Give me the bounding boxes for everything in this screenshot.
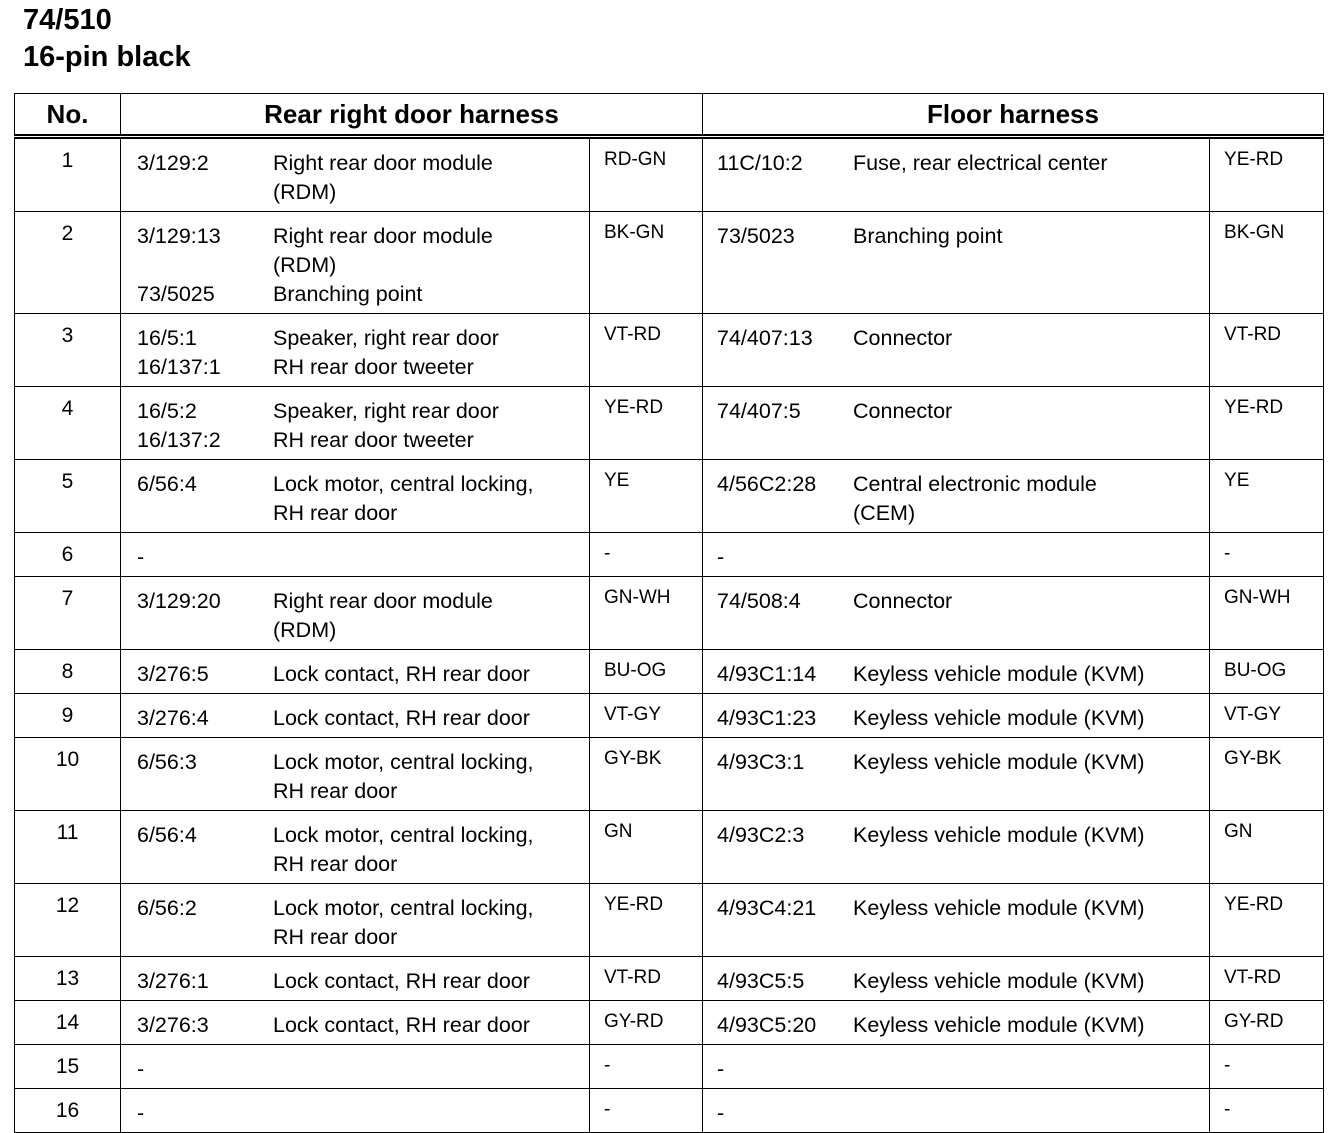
door-harness-entries: [121, 212, 590, 314]
wire-color: GY-BK: [590, 738, 703, 811]
harness-entry: [703, 1011, 1209, 1040]
harness-entry: [121, 1011, 589, 1040]
floor-harness-entries: [703, 957, 1210, 1001]
harness-entry: [121, 660, 589, 689]
pin-number: 16: [15, 1089, 121, 1133]
terminal-code: 3/129:20: [137, 589, 221, 613]
table-row: [15, 314, 1324, 387]
table-row: [15, 533, 1324, 577]
pin-number: 5: [15, 460, 121, 533]
wire-color: GN-WH: [1210, 577, 1324, 650]
pin-number: 6: [15, 533, 121, 577]
component-description: [853, 543, 1209, 572]
table-row: [15, 460, 1324, 533]
wire-color: YE-RD: [1210, 137, 1324, 212]
terminal-code: 6/56:4: [137, 823, 197, 847]
terminal-code: 16/5:2: [137, 399, 197, 423]
door-harness-entries: [121, 137, 590, 212]
door-harness-entries: [121, 460, 590, 533]
floor-harness-entries: [703, 460, 1210, 533]
floor-harness-entries: [703, 1001, 1210, 1045]
table-row: [15, 1001, 1324, 1045]
component-description: Fuse, rear electrical center: [853, 151, 1108, 175]
component-description: Lock contact, RH rear door: [273, 1013, 530, 1037]
component-description: [273, 1055, 589, 1084]
wire-color: YE-RD: [590, 884, 703, 957]
wire-color: BK-GN: [590, 212, 703, 314]
wire-color: VT-RD: [590, 957, 703, 1001]
harness-entry: [121, 894, 589, 952]
wire-color: GN: [590, 811, 703, 884]
door-harness-entries: [121, 694, 590, 738]
component-description: Keyless vehicle module (KVM): [853, 823, 1145, 847]
floor-harness-entries: [703, 650, 1210, 694]
terminal-code: 3/276:4: [137, 706, 209, 730]
floor-harness-entries: [703, 811, 1210, 884]
harness-entry: [121, 821, 589, 879]
component-description: [273, 1099, 589, 1128]
terminal-code: 4/93C5:20: [717, 1013, 817, 1037]
wire-color: YE-RD: [1210, 884, 1324, 957]
component-description: Right rear door module (RDM): [273, 151, 493, 204]
terminal-code: -: [717, 545, 725, 569]
terminal-code: -: [717, 1057, 725, 1081]
harness-entry: [121, 222, 589, 280]
door-harness-entries: [121, 314, 590, 387]
terminal-code: 4/93C1:23: [717, 706, 817, 730]
terminal-code: 4/93C3:1: [717, 750, 805, 774]
terminal-code: -: [137, 1101, 145, 1125]
component-description: Keyless vehicle module (KVM): [853, 662, 1145, 686]
component-description: Lock contact, RH rear door: [273, 969, 530, 993]
floor-harness-entries: [703, 533, 1210, 577]
floor-harness-entries: [703, 694, 1210, 738]
harness-entry: [703, 397, 1209, 426]
pin-number: 13: [15, 957, 121, 1001]
wire-color: VT-GY: [1210, 694, 1324, 738]
terminal-code: 6/56:2: [137, 896, 197, 920]
component-description: Lock contact, RH rear door: [273, 662, 530, 686]
table-row: [15, 957, 1324, 1001]
harness-entry: [121, 967, 589, 996]
harness-entry: [121, 748, 589, 806]
harness-entry: [121, 704, 589, 733]
pin-number: 7: [15, 577, 121, 650]
terminal-code: -: [717, 1101, 725, 1125]
door-harness-entries: [121, 738, 590, 811]
table-row: [15, 650, 1324, 694]
component-description: Keyless vehicle module (KVM): [853, 750, 1145, 774]
harness-entry: [121, 543, 589, 572]
component-description: Branching point: [853, 224, 1003, 248]
terminal-code: 11C/10:2: [717, 151, 803, 175]
pin-number: 11: [15, 811, 121, 884]
table-row: [15, 811, 1324, 884]
terminal-code: 6/56:4: [137, 472, 197, 496]
component-description: Right rear door module (RDM): [273, 589, 493, 642]
component-description: Keyless vehicle module (KVM): [853, 706, 1145, 730]
component-description: Branching point: [273, 282, 423, 306]
harness-entry: [121, 149, 589, 207]
pin-number: 14: [15, 1001, 121, 1045]
harness-entry: [703, 894, 1209, 923]
wire-color: VT-RD: [1210, 314, 1324, 387]
table-row: [15, 694, 1324, 738]
connector-id: 74/510: [23, 4, 112, 36]
terminal-code: -: [137, 1057, 145, 1081]
door-harness-entries: [121, 387, 590, 460]
component-description: Connector: [853, 326, 953, 350]
component-description: RH rear door tweeter: [273, 428, 474, 452]
title-block: [23, 2, 191, 76]
floor-harness-entries: [703, 137, 1210, 212]
harness-entry: [121, 470, 589, 528]
component-description: RH rear door tweeter: [273, 355, 474, 379]
wire-color: VT-GY: [590, 694, 703, 738]
wire-color: GN-WH: [590, 577, 703, 650]
component-description: Lock motor, central locking, RH rear door: [273, 750, 534, 803]
door-harness-entries: [121, 1001, 590, 1045]
component-description: Lock contact, RH rear door: [273, 706, 530, 730]
wire-color: VT-RD: [590, 314, 703, 387]
harness-entry: [703, 967, 1209, 996]
table-row: [15, 387, 1324, 460]
terminal-code: 4/93C1:14: [717, 662, 817, 686]
harness-entry: [121, 1055, 589, 1084]
component-description: Central electronic module (CEM): [853, 472, 1097, 525]
harness-entry: [703, 149, 1209, 178]
terminal-code: 3/129:2: [137, 151, 209, 175]
component-description: Speaker, right rear door: [273, 326, 499, 350]
harness-entry: [121, 280, 589, 309]
door-harness-entries: [121, 884, 590, 957]
wire-color: BU-OG: [1210, 650, 1324, 694]
wire-color: GY-RD: [1210, 1001, 1324, 1045]
terminal-code: 3/276:5: [137, 662, 209, 686]
floor-harness-entries: [703, 577, 1210, 650]
pin-number: 1: [15, 137, 121, 212]
floor-harness-entries: [703, 884, 1210, 957]
terminal-code: 4/93C2:3: [717, 823, 805, 847]
harness-entry: [121, 587, 589, 645]
pin-number: 3: [15, 314, 121, 387]
component-description: Keyless vehicle module (KVM): [853, 969, 1145, 993]
table-row: [15, 577, 1324, 650]
wire-color: VT-RD: [1210, 957, 1324, 1001]
door-harness-entries: [121, 811, 590, 884]
table-header-row: [15, 94, 1324, 137]
component-description: Lock motor, central locking, RH rear door: [273, 896, 534, 949]
table-row: [15, 1089, 1324, 1133]
wire-color: GY-RD: [590, 1001, 703, 1045]
wire-color: GN: [1210, 811, 1324, 884]
component-description: Right rear door module (RDM): [273, 224, 493, 277]
floor-harness-entries: [703, 314, 1210, 387]
wire-color: BU-OG: [590, 650, 703, 694]
harness-entry: [121, 426, 589, 455]
header-no: No.: [15, 94, 121, 137]
table-row: [15, 738, 1324, 811]
wire-color: -: [1210, 1045, 1324, 1089]
component-description: Lock motor, central locking, RH rear door: [273, 472, 534, 525]
terminal-code: 3/276:3: [137, 1013, 209, 1037]
component-description: [853, 1055, 1209, 1084]
wire-color: GY-BK: [1210, 738, 1324, 811]
harness-entry: [703, 704, 1209, 733]
door-harness-entries: [121, 577, 590, 650]
component-description: Connector: [853, 399, 953, 423]
terminal-code: 73/5023: [717, 224, 795, 248]
harness-entry: [703, 587, 1209, 616]
pin-number: 15: [15, 1045, 121, 1089]
harness-entry: [703, 748, 1209, 777]
terminal-code: -: [137, 545, 145, 569]
terminal-code: 74/407:5: [717, 399, 801, 423]
wire-color: -: [590, 533, 703, 577]
wire-color: YE-RD: [1210, 387, 1324, 460]
pin-number: 4: [15, 387, 121, 460]
terminal-code: 4/93C5:5: [717, 969, 805, 993]
harness-entry: [703, 1099, 1209, 1128]
pin-number: 2: [15, 212, 121, 314]
terminal-code: 16/137:1: [137, 355, 221, 379]
door-harness-entries: [121, 650, 590, 694]
component-description: Keyless vehicle module (KVM): [853, 896, 1145, 920]
connector-description: 16-pin black: [23, 41, 191, 73]
terminal-code: 73/5025: [137, 282, 215, 306]
floor-harness-entries: [703, 738, 1210, 811]
harness-entry: [121, 353, 589, 382]
harness-entry: [703, 470, 1209, 528]
floor-harness-entries: [703, 1045, 1210, 1089]
pin-rows: [15, 137, 1324, 1133]
wire-color: RD-GN: [590, 137, 703, 212]
pin-number: 9: [15, 694, 121, 738]
harness-entry: [703, 222, 1209, 251]
floor-harness-entries: [703, 1089, 1210, 1133]
pin-number: 12: [15, 884, 121, 957]
door-harness-entries: [121, 957, 590, 1001]
terminal-code: 6/56:3: [137, 750, 197, 774]
pin-number: 8: [15, 650, 121, 694]
terminal-code: 3/129:13: [137, 224, 221, 248]
component-description: Lock motor, central locking, RH rear door: [273, 823, 534, 876]
pin-number: 10: [15, 738, 121, 811]
terminal-code: 4/56C2:28: [717, 472, 817, 496]
wire-color: -: [590, 1089, 703, 1133]
harness-entry: [121, 1099, 589, 1128]
table-row: [15, 212, 1324, 314]
wire-color: YE: [1210, 460, 1324, 533]
terminal-code: 16/5:1: [137, 326, 197, 350]
component-description: Keyless vehicle module (KVM): [853, 1013, 1145, 1037]
floor-harness-entries: [703, 212, 1210, 314]
door-harness-entries: [121, 1045, 590, 1089]
header-floor-harness: Floor harness: [703, 94, 1324, 137]
wire-color: -: [590, 1045, 703, 1089]
pin-table: [14, 93, 1324, 1133]
component-description: [853, 1099, 1209, 1128]
harness-entry: [703, 1055, 1209, 1084]
harness-entry: [703, 660, 1209, 689]
harness-entry: [121, 324, 589, 353]
terminal-code: 16/137:2: [137, 428, 221, 452]
component-description: Speaker, right rear door: [273, 399, 499, 423]
header-rear-right-door-harness: Rear right door harness: [121, 94, 703, 137]
component-description: Connector: [853, 589, 953, 613]
harness-entry: [703, 324, 1209, 353]
wire-color: YE: [590, 460, 703, 533]
harness-entry: [703, 821, 1209, 850]
component-description: [273, 543, 589, 572]
wire-color: YE-RD: [590, 387, 703, 460]
terminal-code: 3/276:1: [137, 969, 209, 993]
terminal-code: 74/407:13: [717, 326, 813, 350]
table-row: [15, 137, 1324, 212]
door-harness-entries: [121, 1089, 590, 1133]
table-row: [15, 1045, 1324, 1089]
terminal-code: 74/508:4: [717, 589, 801, 613]
terminal-code: 4/93C4:21: [717, 896, 817, 920]
harness-entry: [703, 543, 1209, 572]
table-row: [15, 884, 1324, 957]
wire-color: -: [1210, 1089, 1324, 1133]
floor-harness-entries: [703, 387, 1210, 460]
harness-entry: [121, 397, 589, 426]
wire-color: -: [1210, 533, 1324, 577]
door-harness-entries: [121, 533, 590, 577]
wire-color: BK-GN: [1210, 212, 1324, 314]
